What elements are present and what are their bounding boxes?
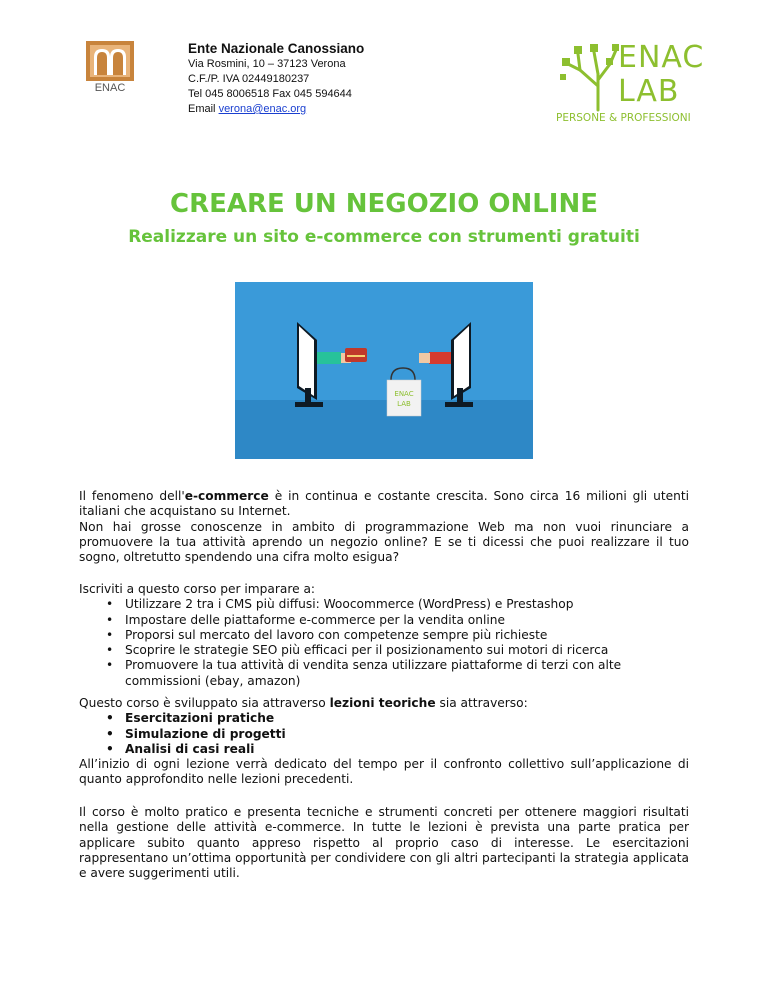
list-item: • Utilizzare 2 tra i CMS più diffusi: Woocommerce (WordPress) e Prestashop — [125, 597, 689, 612]
method-intro — [79, 696, 689, 711]
org-email-line — [188, 102, 364, 117]
intro-section — [79, 489, 689, 565]
method-pre: Questo corso è sviluppato sia attraverso — [79, 696, 330, 710]
closing-section — [79, 805, 689, 881]
intro-p1-bold: e-commerce — [184, 489, 269, 503]
enac-lab-line1: ENAC — [618, 40, 705, 75]
method-post: sia attraverso: — [435, 696, 528, 710]
list-item: • Promuovere la tua attività di vendita senza utilizzare piattaforme di terzi con alte commissioni (ebay, amazon) — [125, 658, 689, 689]
list-item: • Impostare delle piattaforme e-commerce per la vendita online — [125, 613, 689, 628]
intro-paragraph-2: Non hai grosse conoscenze in ambito di programmazione Web ma non vuoi rinunciare a promuovere la tua attività aprendo un negozio online? E se ti dicessi che puoi realizzare il tuo sogno, oltretutto spendendo una cifra molto esigua? — [79, 519, 689, 565]
intro-p1-post: è in continua e costante crescita. Sono circa 16 milioni gli utenti italiani che acquistano su Internet. — [79, 489, 689, 519]
learn-section — [79, 582, 689, 689]
learn-heading: Iscriviti a questo corso per imparare a: — [79, 582, 316, 596]
org-tax-id: C.F./P. IVA 02449180237 — [188, 73, 310, 85]
method-list — [79, 711, 689, 757]
list-item: • Simulazione di progetti — [125, 727, 689, 742]
method-after: All’inizio di ogni lezione verrà dedicato del tempo per il confronto collettivo sull’applicazione di quanto approfondito nelle lezioni precedenti. — [79, 757, 689, 787]
bag-text-2: LAB — [397, 400, 411, 408]
ecommerce-illustration — [235, 282, 533, 459]
org-name: Ente Nazionale Canossiano — [188, 41, 365, 56]
bag-text-1: ENAC — [394, 390, 414, 398]
page-subtitle: Realizzare un sito e-commerce con strumenti gratuiti — [128, 227, 640, 247]
method-section — [79, 696, 689, 788]
intro-p1-pre: Il fenomeno dell' — [79, 489, 185, 503]
enac-lab-line2: LAB — [618, 74, 680, 109]
enac-lab-tagline: PERSONE & PROFESSIONI — [556, 112, 691, 124]
list-item: • Esercitazioni pratiche — [125, 711, 689, 726]
list-item: • Proporsi sul mercato del lavoro con competenze sempre più richieste — [125, 628, 689, 643]
enac-lab-logo — [556, 42, 706, 130]
org-phone: Tel 045 8006518 Fax 045 594644 — [188, 88, 352, 100]
enac-logo-text: ENAC — [94, 82, 126, 93]
organization-info — [188, 40, 364, 117]
list-item: • Analisi di casi reali — [125, 742, 689, 757]
enac-logo — [86, 41, 134, 93]
learn-list — [79, 597, 689, 689]
intro-paragraph-1 — [79, 489, 689, 520]
closing-paragraph: Il corso è molto pratico e presenta tecniche e strumenti concreti per ottenere maggiori risultati nella gestione delle attività e-commerce. In tutte le lezioni è prevista una parte pratica per applicare subito quanto appreso rispetto al proprio caso di interesse. Le esercitazioni rappresentano un’ottima opportunità per condividere con gli altri partecipanti la strategia applicata e avere suggerimenti utili. — [79, 805, 689, 881]
page-title: CREARE UN NEGOZIO ONLINE — [169, 189, 598, 219]
method-bold: lezioni teoriche — [329, 696, 436, 710]
org-address: Via Rosmini, 10 – 37123 Verona — [188, 58, 346, 70]
tree-icon — [558, 44, 620, 112]
list-item: • Scoprire le strategie SEO più efficaci per il posizionamento sui motori di ricerca — [125, 643, 689, 658]
email-label: Email — [188, 103, 219, 115]
email-link[interactable]: verona@enac.org — [218, 103, 307, 115]
